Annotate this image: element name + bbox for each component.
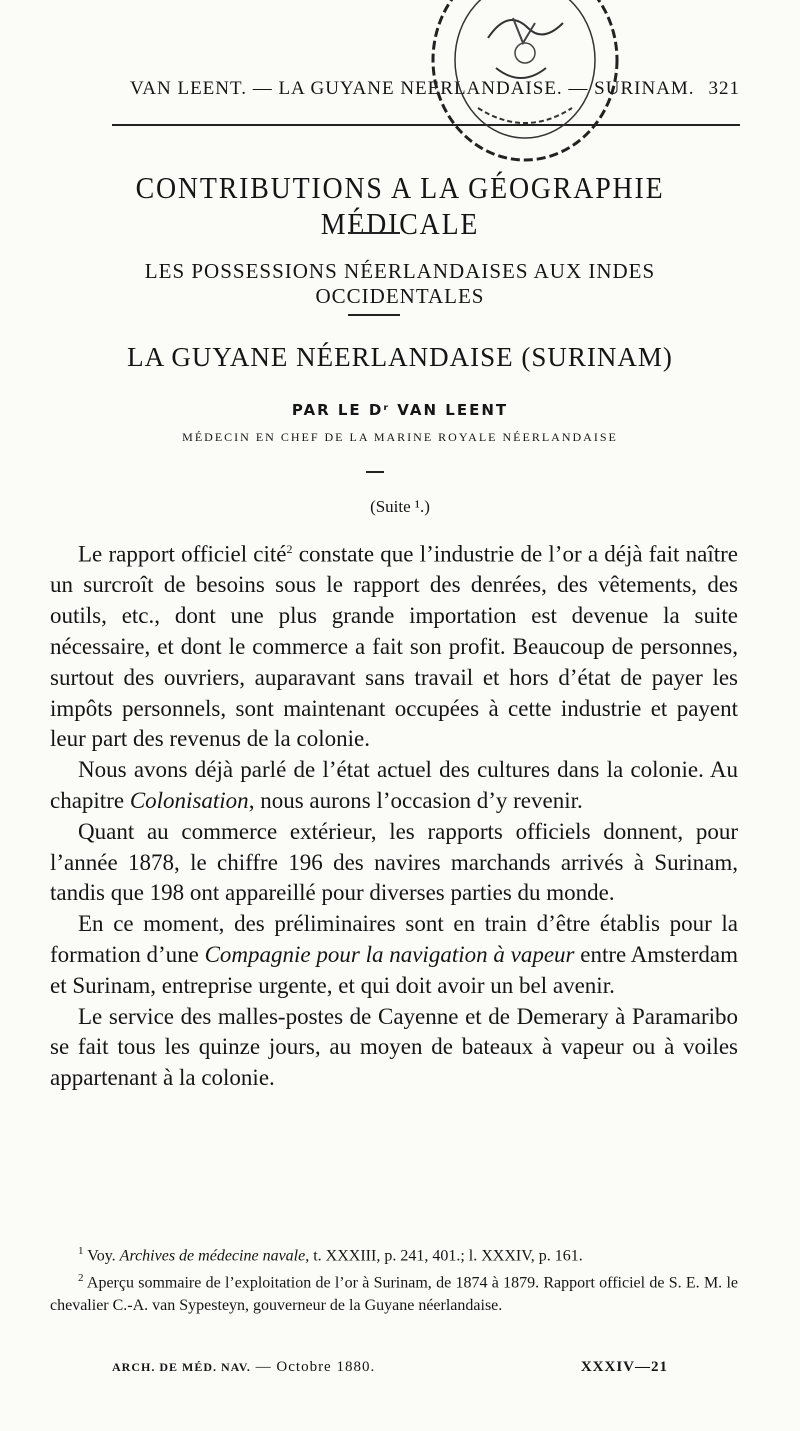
paragraph-text: En ce moment, des préliminaires sont en train d’être établis pour la formation d’une	[50, 911, 738, 968]
page-number: 321	[708, 78, 740, 99]
paragraph: Le service des malles-postes de Cayenne et de Demerary à Paramaribo se fait tous les quinze jours, au moyen de bateaux à vapeur ou à voiles appartenant à la colonie.	[50, 1003, 738, 1091]
running-head-title: VAN LEENT. — LA GUYANE NEERLANDAISE. — SURINAM.	[130, 78, 695, 99]
paragraph-text: Nous avons déjà parlé de l’état actuel des cultures dans la colonie. Au chapitre	[50, 757, 738, 814]
issue-date: — Octobre 1880.	[250, 1359, 376, 1375]
journal-name: ARCH. DE MÉD. NAV.	[112, 1360, 251, 1374]
continued-note: (Suite ¹.)	[370, 497, 430, 516]
italic-text: Archives de médecine navale	[119, 1247, 306, 1265]
footnote-mark: 2	[78, 1272, 84, 1285]
paragraph	[50, 534, 738, 755]
body-text	[50, 534, 738, 1094]
paragraph-text: Le rapport officiel cité	[78, 541, 287, 567]
italic-text: Colonisation	[129, 788, 249, 814]
italic-text: Compagnie pour la navigation à vapeur	[204, 942, 575, 968]
footnote-mark: 1	[78, 1245, 84, 1257]
footnote-text: Aperçu sommaire de l’exploitation de l’or à Surinam, de 1874 à 1879. Rapport officiel de S. E. M. le chevalier C.-A. van Sypesteyn, gouverneur de la Guyane néerlandaise.	[50, 1274, 738, 1314]
footnotes	[50, 1240, 738, 1317]
paragraph-text: , nous aurons l’occasion d’y revenir.	[248, 788, 583, 814]
paragraph	[50, 755, 738, 817]
journal-citation	[112, 1359, 375, 1376]
paragraph-text: constate que l’industrie de l’or a déjà fait naître un surcroît de besoins sous le rapport des denrées, des vêtements, des outils, etc., dont une plus grande importation est devenue la suite nécessaire, et dont le commerce a fait son profit. Beaucoup de personnes, surtout des ouvriers, auparavant sans travail et hors d’état de payer les impôts personnels, sont maintenant occupées à cette industrie et payent leur part des revenus de la colonie.	[50, 541, 738, 752]
footnote	[50, 1267, 738, 1316]
subtitle-rule	[348, 314, 400, 316]
paragraph: Quant au commerce extérieur, les rapports officiels donnent, pour l’année 1878, le chiffre 196 des navires marchands arrivés à Surinam, tandis que 198 ont appareillé pour diverses parties du monde.	[50, 818, 738, 906]
library-stamp	[418, 0, 632, 168]
library-stamp-graphic	[418, 0, 632, 168]
footnote-text: , t. XXXIII, p. 241, 401.; l. XXXIV, p. 161.	[305, 1247, 583, 1265]
paragraph-text: entre Amsterdam et Surinam, entreprise urgente, et qui doit avoir un bel avenir.	[50, 942, 738, 998]
article-subtitle: LES POSSESSIONS NÉERLANDAISES AUX INDES OCCIDENTALES	[144, 259, 656, 308]
section-title: LA GUYANE NÉERLANDAISE (SURINAM)	[127, 342, 673, 372]
page-footer	[112, 1359, 668, 1383]
article-title: CONTRIBUTIONS A LA GÉOGRAPHIE MÉDICALE	[135, 170, 665, 241]
signature-mark: XXXIV—21	[580, 1359, 668, 1375]
footnote-ref: 2	[286, 542, 293, 556]
title-rule	[348, 232, 400, 234]
footnote-text: Voy.	[83, 1247, 120, 1265]
author-affiliation: MÉDECIN EN CHEF DE LA MARINE ROYALE NÉERLANDAISE	[182, 430, 618, 444]
footnote	[50, 1240, 738, 1267]
author-byline: PAR LE Dʳ VAN LEENT	[291, 401, 509, 419]
byline-rule	[366, 471, 384, 473]
paragraph	[50, 909, 738, 1001]
